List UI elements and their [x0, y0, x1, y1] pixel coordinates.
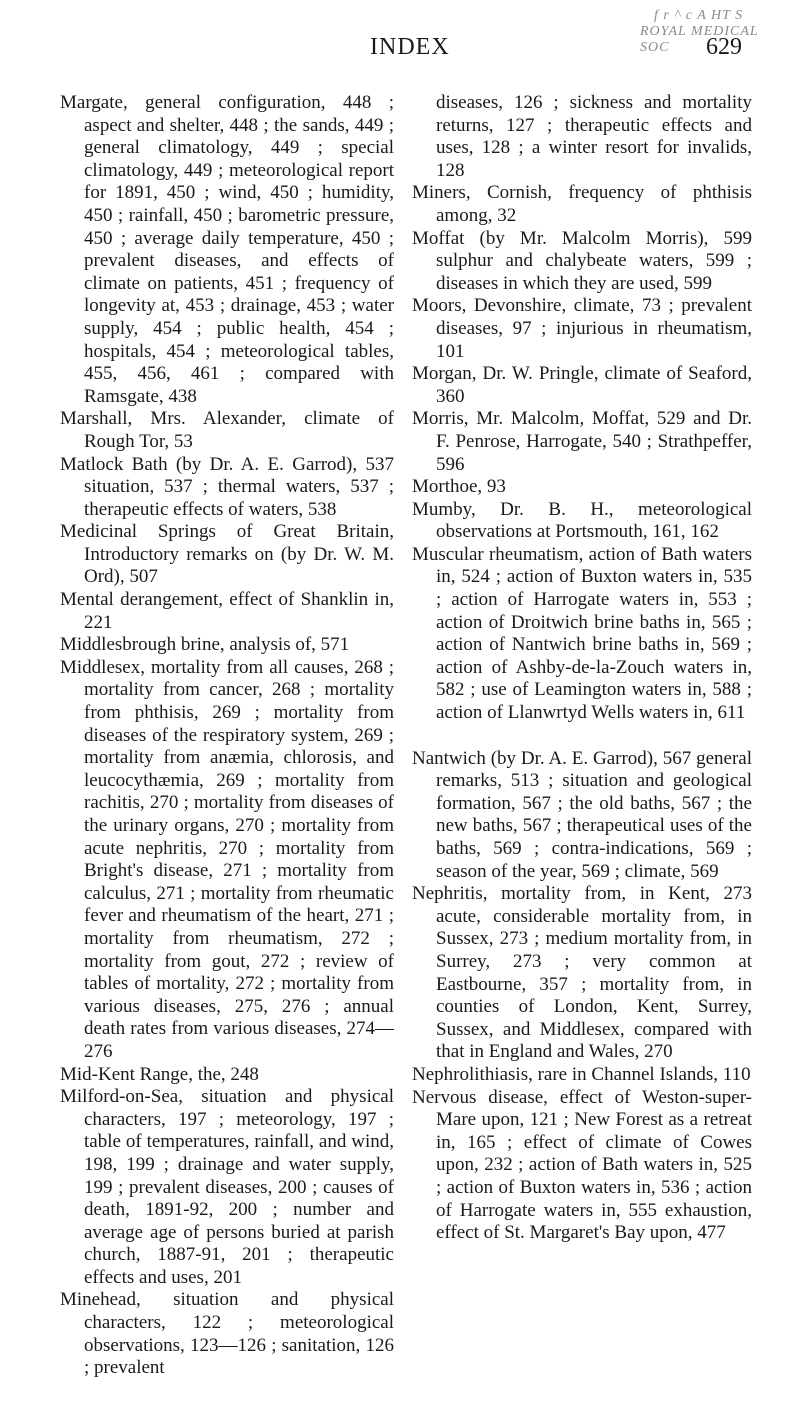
index-entry-nervous-disease: Nervous disease, effect of Weston-super-Mare upon, 121 ; New Forest as a retreat in, 165 ; effect of climate of Cowes upon, 232 ; action of Bath waters in, 525 ; action of Buxton waters in, 536 ; action of Harrogate waters in, 555 exhaustion, effect of St. Margaret's Bay upon, 477	[412, 1086, 752, 1244]
index-entry-matlock-bath: Matlock Bath (by Dr. A. E. Garrod), 537 situation, 537 ; thermal waters, 537 ; therapeutic effects of waters, 538	[60, 453, 394, 520]
stamp-line-2: ROYAL MEDICAL SOC	[640, 24, 759, 55]
page-header	[0, 34, 801, 66]
index-entry-middlesbrough: Middlesbrough brine, analysis of, 571	[60, 634, 350, 656]
index-entry-morthoe: Morthoe, 93	[412, 476, 506, 498]
index-entry-minehead: Minehead, situation and physical characters, 122 ; meteorological observations, 123—126 ; sanitation, 126 ; prevalent	[60, 1289, 394, 1379]
index-entry-medicinal-springs: Medicinal Springs of Great Britain, Introductory remarks on (by Dr. W. M. Ord), 507	[60, 521, 394, 588]
index-column-left	[60, 92, 394, 1380]
index-entry-mumby: Mumby, Dr. B. H., meteorological observations at Portsmouth, 161, 162	[412, 498, 752, 543]
index-entry-middlesex: Middlesex, mortality from all causes, 268 ; mortality from cancer, 268 ; mortality from phthisis, 269 ; mortality from diseases of the respiratory system, 269 ; mortality from anæmia, chlorosis, and leucocythæmia, 269 ; mortality from rachitis, 270 ; mortality from diseases of the urinary organs, 270 ; mortality from acute nephritis, 270 ; mortality from Bright's disease, 271 ; mortality from calculus, 271 ; mortality from rheumatic fever and rheumatism of the heart, 271 ; mortality from rheumatism, 272 ; mortality from gout, 272 ; review of tables of mortality, 272 ; mortality from various diseases, 275, 276 ; annual death rates from various diseases, 274—276	[60, 656, 394, 1062]
index-entry-morris: Morris, Mr. Malcolm, Moffat, 529 and Dr. F. Penrose, Harrogate, 540 ; Strathpeffer, 596	[412, 408, 752, 475]
index-entry-milford-on-sea: Milford-on-Sea, situation and physical characters, 197 ; meteorology, 197 ; table of temperatures, rainfall, and wind, 198, 199 ; drainage and water supply, 199 ; prevalent diseases, 200 ; causes of death, 1891-92, 200 ; number and average age of persons buried at parish church, 1887-91, 201 ; therapeutic effects and uses, 201	[60, 1086, 394, 1288]
index-entry-nephritis: Nephritis, mortality from, in Kent, 273 acute, considerable mortality from, in Sussex, 273 ; medium mortality from, in Surrey, 273 ; very common at Eastbourne, 357 ; mortality from, in counties of London, Kent, Surrey, Sussex, and Middlesex, compared with that in England and Wales, 270	[412, 883, 752, 1063]
index-entry-moffat: Moffat (by Mr. Malcolm Morris), 599 sulphur and chalybeate waters, 599 ; diseases in which they are used, 599	[412, 227, 752, 294]
stamp-line-1: f r ^ c A HT S	[654, 8, 744, 23]
index-entry-morgan: Morgan, Dr. W. Pringle, climate of Seaford, 360	[412, 363, 752, 407]
page-title: INDEX	[370, 34, 450, 60]
index-entry-nantwich: Nantwich (by Dr. A. E. Garrod), 567 general remarks, 513 ; situation and geological formation, 567 ; the old baths, 567 ; the new baths, 567 ; therapeutical uses of the baths, 569 ; contra-indications, 569 ; season of the year, 569 ; climate, 569	[412, 747, 752, 882]
index-entry-margate: Margate, general configuration, 448 ; aspect and shelter, 448 ; the sands, 449 ; general climatology, 449 ; special climatology, 449 ; meteorological report for 1891, 450 ; wind, 450 ; humidity, 450 ; rainfall, 450 ; barometric pressure, 450 ; average daily temperature, 450 ; prevalent diseases, and effects of climate on patients, 451 ; frequency of longevity at, 453 ; drainage, 453 ; water supply, 454 ; public health, 454 ; hospitals, 454 ; meteorological tables, 455, 456, 461 ; compared with Ramsgate, 438	[60, 92, 394, 407]
index-column-right	[412, 92, 752, 1245]
index-entry-nephrolithiasis: Nephrolithiasis, rare in Channel Islands, 110	[412, 1063, 751, 1085]
index-entry-mid-kent: Mid-Kent Range, the, 248	[60, 1063, 259, 1085]
index-entry-marshall: Marshall, Mrs. Alexander, climate of Rough Tor, 53	[60, 408, 394, 452]
index-entry-minehead-continued: diseases, 126 ; sickness and mortality returns, 127 ; therapeutic effects and uses, 128 ; a winter resort for invalids, 128	[436, 92, 752, 181]
index-entry-mental-derangement: Mental derangement, effect of Shanklin in, 221	[60, 589, 394, 633]
page-number: 629	[706, 34, 742, 60]
index-entry-muscular-rheumatism: Muscular rheumatism, action of Bath waters in, 524 ; action of Buxton waters in, 535 ; action of Harrogate waters in, 553 ; action of Droitwich brine baths in, 565 ; action of Nantwich brine baths in, 569 ; action of Ashby-de-la-Zouch waters in, 582 ; use of Leamington waters in, 588 ; action of Llanwrtyd Wells waters in, 611	[412, 543, 752, 724]
index-entry-miners: Miners, Cornish, frequency of phthisis among, 32	[412, 182, 752, 226]
index-entry-moors: Moors, Devonshire, climate, 73 ; prevalent diseases, 97 ; injurious in rheumatism, 101	[412, 295, 752, 362]
